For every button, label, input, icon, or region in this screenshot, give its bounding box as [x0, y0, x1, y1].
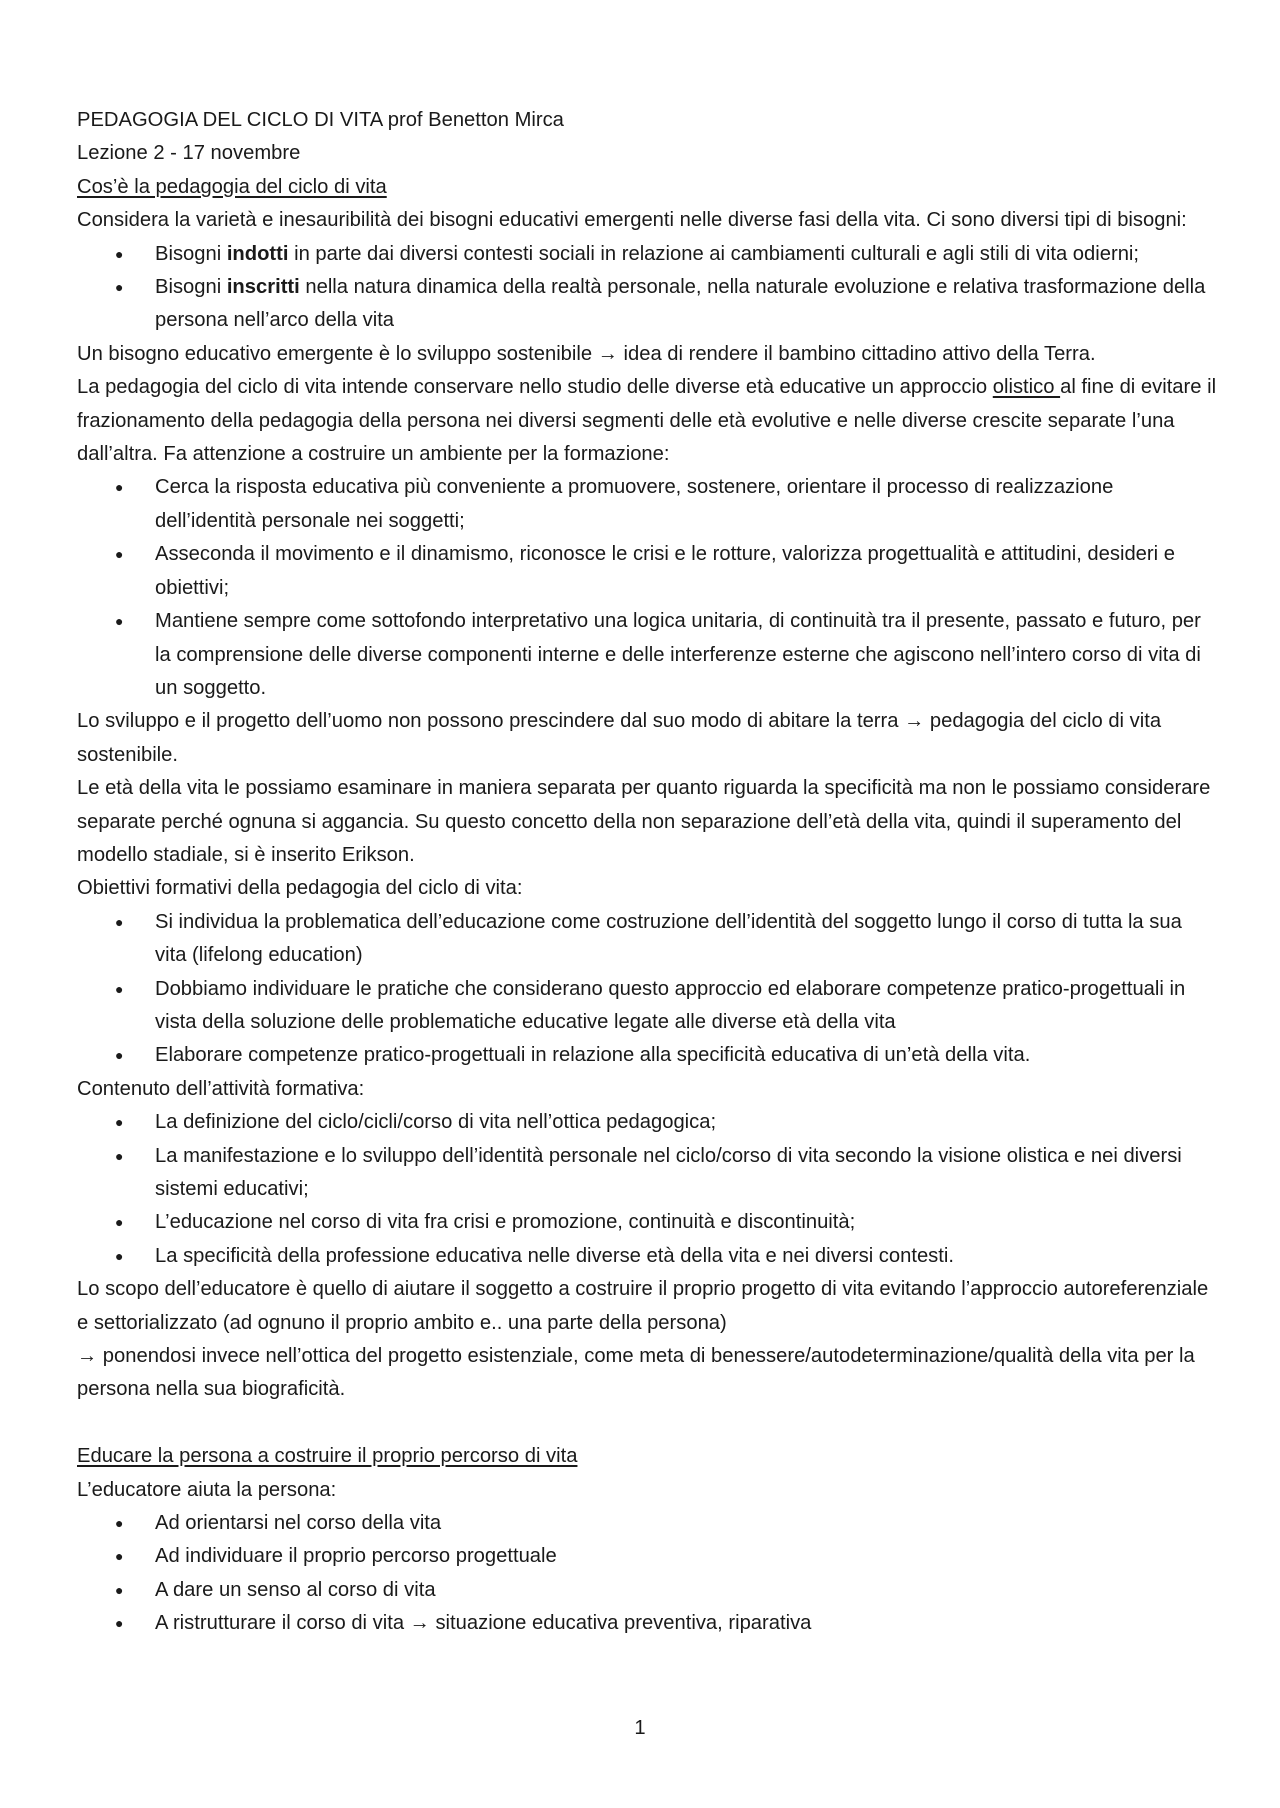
list-item: ● A ristrutturare il corso di vita → situazione educativa preventiva, riparativa	[77, 1607, 1217, 1640]
objectives-list	[77, 906, 1217, 1073]
section-heading-pedagogy: Cos’è la pedagogia del ciclo di vita	[77, 175, 387, 198]
document-title: PEDAGOGIA DEL CICLO DI VITA prof Benetton Mirca	[77, 109, 564, 131]
paragraph-holistic: La pedagogia del ciclo di vita intende conservare nello studio delle diverse età educative un approccio olistico al fine di evitare il frazionamento della pedagogia della persona nei diversi segmenti delle età evolutive e nelle diverse crescite separate l’una dall’altra. Fa attenzione a costruire un ambiente per la formazione:	[77, 376, 1217, 466]
paragraph-scope: Lo scopo dell’educatore è quello di aiutare il soggetto a costruire il proprio progetto di vita evitando l’approccio autoreferenziale e settorializzato (ad ognuno il proprio ambito e.. una parte della persona)	[77, 1278, 1209, 1334]
spacer	[77, 1407, 1217, 1440]
educator-list	[77, 1507, 1217, 1641]
section-heading-educate: Educare la persona a costruire il proprio percorso di vita	[77, 1445, 578, 1468]
underlined-term: olistico	[992, 376, 1061, 399]
needs-list	[77, 238, 1217, 338]
list-item: ● Elaborare competenze pratico-progettuali in relazione alla specificità educativa di un’età della vita.	[77, 1039, 1217, 1072]
page-number: 1	[634, 1717, 646, 1739]
list-item: ● Ad orientarsi nel corso della vita	[77, 1507, 1217, 1540]
paragraph-ages: Le età della vita le possiamo esaminare in maniera separata per quanto riguarda la specificità ma non le possiamo considerare separate perché ognuna si aggancia. Su questo concetto della non separazione dell’età della vita, quindi il superamento del modello stadiale, si è inserito Erikson.	[77, 777, 1211, 866]
list-item: ● Si individua la problematica dell’educazione come costruzione dell’identità del soggetto lungo il corso di tutta la sua vita (lifelong education)	[77, 906, 1217, 973]
list-item: ● La definizione del ciclo/cicli/corso di vita nell’ottica pedagogica;	[77, 1106, 1217, 1139]
paragraph-existential: → ponendosi invece nell’ottica del progetto esistenziale, come meta di benessere/autodeterminazione/qualità della vita per la persona nella sua biograficità.	[77, 1345, 1195, 1401]
list-item: ● Mantiene sempre come sottofondo interpretativo una logica unitaria, di continuità tra il presente, passato e futuro, per la comprensione delle diverse componenti interne e delle interferenze esterne che agiscono nell’intero corso di vita di un soggetto.	[77, 605, 1217, 705]
list-item: ● Asseconda il movimento e il dinamismo, riconosce le crisi e le rotture, valorizza progettualità e attitudini, desideri e obiettivi;	[77, 538, 1217, 605]
paragraph-sustainable: Un bisogno educativo emergente è lo sviluppo sostenibile → idea di rendere il bambino cittadino attivo della Terra.	[77, 342, 1096, 365]
lesson-line: Lezione 2 - 17 novembre	[77, 142, 301, 165]
list-item: ● A dare un senso al corso di vita	[77, 1574, 1217, 1607]
paragraph-intro: Considera la varietà e inesauribilità dei bisogni educativi emergenti nelle diverse fasi della vita. Ci sono diversi tipi di bisogni:	[77, 209, 1187, 232]
paragraph-development: Lo sviluppo e il progetto dell’uomo non possono prescindere dal suo modo di abitare la terra → pedagogia del ciclo di vita sostenibile.	[77, 710, 1162, 766]
list-item: ● Bisogni inscritti nella natura dinamica della realtà personale, nella naturale evoluzione e relativa trasformazione della persona nell’arco della vita	[77, 271, 1217, 338]
list-item: ● Dobbiamo individuare le pratiche che considerano questo approccio ed elaborare competenze pratico-progettuali in vista della soluzione delle problematiche educative legate alle diverse età della vita	[77, 973, 1217, 1040]
objectives-heading: Obiettivi formativi della pedagogia del ciclo di vita:	[77, 877, 523, 900]
list-item: ● La manifestazione e lo sviluppo dell’identità personale nel ciclo/corso di vita secondo la visione olistica e nei diversi sistemi educativi;	[77, 1140, 1217, 1207]
list-item: ● Cerca la risposta educativa più conveniente a promuovere, sostenere, orientare il processo di realizzazione dell’identità personale nei soggetti;	[77, 471, 1217, 538]
content-list	[77, 1106, 1217, 1273]
list-item: ● La specificità della professione educativa nelle diverse età della vita e nei diversi contesti.	[77, 1240, 1217, 1273]
list-item: ● Bisogni indotti in parte dai diversi contesti sociali in relazione ai cambiamenti culturali e agli stili di vita odierni;	[77, 238, 1217, 271]
list-item: ● Ad individuare il proprio percorso progettuale	[77, 1540, 1217, 1573]
list-item: ● L’educazione nel corso di vita fra crisi e promozione, continuità e discontinuità;	[77, 1206, 1217, 1239]
content-heading: Contenuto dell’attività formativa:	[77, 1077, 365, 1100]
paragraph-educator-intro: L’educatore aiuta la persona:	[77, 1478, 337, 1501]
document-page	[77, 104, 1217, 1641]
environment-list	[77, 471, 1217, 705]
